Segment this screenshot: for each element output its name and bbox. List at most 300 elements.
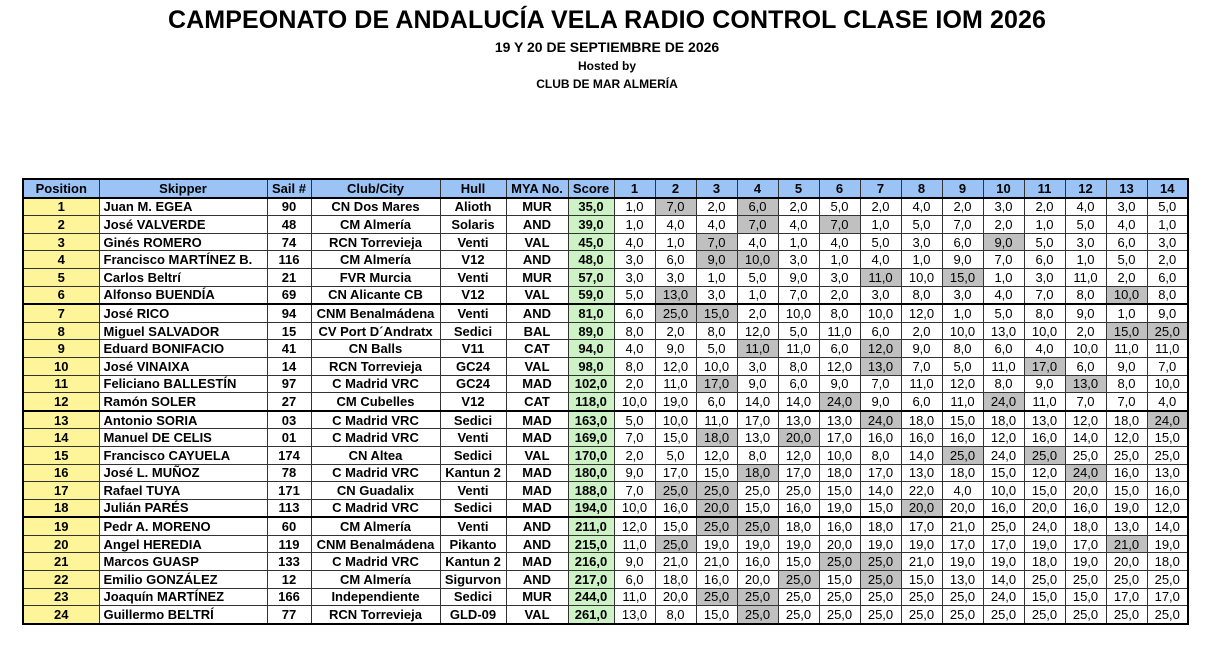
club-cell: CM Cubelles	[311, 393, 440, 411]
table-row	[23, 304, 1188, 322]
race-result: 19,0	[778, 535, 819, 553]
race-result: 4,0	[614, 233, 655, 251]
race-result: 15,0	[778, 553, 819, 571]
race-result-discarded: 25,0	[737, 588, 778, 606]
race-result: 2,0	[942, 198, 983, 216]
mya-cell: MUR	[506, 588, 568, 606]
race-result: 4,0	[1147, 393, 1188, 411]
race-result: 1,0	[1065, 251, 1106, 269]
race-result: 12,0	[1024, 464, 1065, 482]
skipper-cell: Feliciano BALLESTÍN	[99, 375, 267, 393]
race-result-discarded: 7,0	[819, 216, 860, 234]
position-cell: 6	[23, 286, 99, 304]
race-result: 3,0	[655, 268, 696, 286]
hull-cell: Sedici	[440, 322, 506, 340]
race-result-discarded: 25,0	[778, 571, 819, 589]
sail-number-cell: 133	[267, 553, 311, 571]
race-result: 2,0	[737, 304, 778, 322]
race-result: 25,0	[942, 588, 983, 606]
club-cell: C Madrid VRC	[311, 375, 440, 393]
race-result: 16,0	[1106, 464, 1147, 482]
position-cell: 5	[23, 268, 99, 286]
race-result: 1,0	[614, 198, 655, 216]
mya-cell: MAD	[506, 411, 568, 429]
hull-cell: V12	[440, 286, 506, 304]
race-result: 7,0	[1106, 393, 1147, 411]
sail-number-cell: 166	[267, 588, 311, 606]
race-result: 16,0	[819, 517, 860, 535]
position-cell: 10	[23, 357, 99, 375]
race-result: 25,0	[1065, 571, 1106, 589]
race-result: 6,0	[901, 393, 942, 411]
score-cell: 170,0	[568, 446, 614, 464]
race-result: 8,0	[737, 446, 778, 464]
table-row	[23, 375, 1188, 393]
score-cell: 180,0	[568, 464, 614, 482]
race-result: 9,0	[614, 553, 655, 571]
race-result: 12,0	[696, 446, 737, 464]
race-result: 12,0	[983, 429, 1024, 447]
sail-number-cell: 97	[267, 375, 311, 393]
column-header: Club/City	[311, 179, 440, 198]
position-cell: 14	[23, 429, 99, 447]
position-cell: 24	[23, 606, 99, 624]
club-cell: CN Balls	[311, 340, 440, 358]
race-result: 11,0	[1147, 340, 1188, 358]
sail-number-cell: 113	[267, 499, 311, 517]
race-result: 11,0	[696, 411, 737, 429]
sail-number-cell: 27	[267, 393, 311, 411]
mya-cell: MAD	[506, 499, 568, 517]
race-result: 11,0	[819, 322, 860, 340]
mya-cell: VAL	[506, 357, 568, 375]
race-result: 2,0	[614, 446, 655, 464]
race-result: 1,0	[819, 251, 860, 269]
position-cell: 13	[23, 411, 99, 429]
race-result: 2,0	[655, 322, 696, 340]
position-cell: 2	[23, 216, 99, 234]
hull-cell: Kantun 2	[440, 464, 506, 482]
race-result: 25,0	[1065, 606, 1106, 624]
race-result: 4,0	[1024, 340, 1065, 358]
race-result: 16,0	[1024, 429, 1065, 447]
race-result: 7,0	[901, 357, 942, 375]
hull-cell: Sedici	[440, 446, 506, 464]
race-result: 8,0	[696, 322, 737, 340]
race-result: 7,0	[778, 286, 819, 304]
race-result: 7,0	[614, 482, 655, 500]
hull-cell: Venti	[440, 304, 506, 322]
position-cell: 12	[23, 393, 99, 411]
race-result: 4,0	[901, 198, 942, 216]
score-cell: 35,0	[568, 198, 614, 216]
score-cell: 81,0	[568, 304, 614, 322]
race-result: 17,0	[860, 464, 901, 482]
position-cell: 20	[23, 535, 99, 553]
position-cell: 18	[23, 499, 99, 517]
race-result: 25,0	[819, 606, 860, 624]
position-cell: 22	[23, 571, 99, 589]
mya-cell: CAT	[506, 340, 568, 358]
position-cell: 16	[23, 464, 99, 482]
race-result: 18,0	[819, 464, 860, 482]
race-result: 25,0	[901, 588, 942, 606]
race-result: 8,0	[655, 606, 696, 624]
position-cell: 21	[23, 553, 99, 571]
club-cell: CM Almería	[311, 216, 440, 234]
race-result: 2,0	[860, 198, 901, 216]
race-result: 19,0	[819, 499, 860, 517]
race-result: 5,0	[942, 357, 983, 375]
race-result-discarded: 24,0	[1065, 464, 1106, 482]
mya-cell: MAD	[506, 482, 568, 500]
race-result: 6,0	[819, 340, 860, 358]
race-result: 10,0	[778, 304, 819, 322]
score-cell: 48,0	[568, 251, 614, 269]
race-result: 17,0	[737, 411, 778, 429]
race-result: 8,0	[942, 340, 983, 358]
mya-cell: MAD	[506, 553, 568, 571]
race-result: 14,0	[1147, 517, 1188, 535]
race-result: 10,0	[1065, 340, 1106, 358]
race-result: 6,0	[1147, 268, 1188, 286]
race-result: 15,0	[819, 571, 860, 589]
skipper-cell: Miguel SALVADOR	[99, 322, 267, 340]
host-club: CLUB DE MAR ALMERÍA	[536, 77, 678, 91]
race-result: 25,0	[860, 606, 901, 624]
race-result: 6,0	[983, 340, 1024, 358]
table-row	[23, 482, 1188, 500]
score-cell: 211,0	[568, 517, 614, 535]
race-result: 3,0	[614, 268, 655, 286]
race-result: 18,0	[942, 464, 983, 482]
race-result-discarded: 24,0	[819, 393, 860, 411]
race-result-discarded: 15,0	[696, 304, 737, 322]
sail-number-cell: 94	[267, 304, 311, 322]
skipper-cell: Alfonso BUENDÍA	[99, 286, 267, 304]
race-result: 9,0	[819, 375, 860, 393]
hull-cell: V12	[440, 251, 506, 269]
race-result: 3,0	[860, 286, 901, 304]
club-cell: C Madrid VRC	[311, 499, 440, 517]
race-result: 8,0	[614, 357, 655, 375]
column-header: 10	[983, 179, 1024, 198]
race-result: 3,0	[696, 286, 737, 304]
race-result: 1,0	[942, 304, 983, 322]
race-result: 5,0	[819, 198, 860, 216]
race-result: 1,0	[778, 233, 819, 251]
table-row	[23, 340, 1188, 358]
race-result: 10,0	[696, 357, 737, 375]
sail-number-cell: 01	[267, 429, 311, 447]
race-result: 6,0	[1106, 233, 1147, 251]
sail-number-cell: 171	[267, 482, 311, 500]
race-result: 15,0	[901, 571, 942, 589]
race-result-discarded: 12,0	[860, 340, 901, 358]
race-result: 19,0	[1147, 535, 1188, 553]
race-result: 1,0	[614, 216, 655, 234]
race-result-discarded: 25,0	[737, 517, 778, 535]
race-result: 24,0	[983, 446, 1024, 464]
race-result-discarded: 17,0	[1024, 357, 1065, 375]
race-result: 6,0	[614, 304, 655, 322]
race-result: 25,0	[983, 606, 1024, 624]
race-result-discarded: 13,0	[1065, 375, 1106, 393]
column-header: 7	[860, 179, 901, 198]
race-result: 25,0	[1106, 571, 1147, 589]
club-cell: RCN Torrevieja	[311, 606, 440, 624]
race-result: 24,0	[983, 588, 1024, 606]
club-cell: CN Altea	[311, 446, 440, 464]
race-result: 13,0	[942, 571, 983, 589]
column-header: 11	[1024, 179, 1065, 198]
race-result: 22,0	[901, 482, 942, 500]
race-result-discarded: 10,0	[737, 251, 778, 269]
column-header: 9	[942, 179, 983, 198]
race-result: 13,0	[1147, 464, 1188, 482]
column-header: Position	[23, 179, 99, 198]
race-result: 16,0	[778, 499, 819, 517]
mya-cell: VAL	[506, 606, 568, 624]
race-result: 11,0	[1024, 393, 1065, 411]
sail-number-cell: 74	[267, 233, 311, 251]
race-result: 20,0	[819, 535, 860, 553]
race-result: 14,0	[860, 482, 901, 500]
table-row	[23, 216, 1188, 234]
race-result: 13,0	[778, 411, 819, 429]
race-result: 9,0	[737, 375, 778, 393]
race-result: 9,0	[1106, 357, 1147, 375]
score-cell: 57,0	[568, 268, 614, 286]
race-result-discarded: 11,0	[860, 268, 901, 286]
race-result: 25,0	[983, 517, 1024, 535]
race-result: 25,0	[1147, 606, 1188, 624]
race-result: 19,0	[1024, 535, 1065, 553]
race-result: 16,0	[1065, 499, 1106, 517]
race-result: 3,0	[737, 357, 778, 375]
race-result: 17,0	[942, 535, 983, 553]
score-cell: 217,0	[568, 571, 614, 589]
score-cell: 89,0	[568, 322, 614, 340]
race-result: 25,0	[1147, 446, 1188, 464]
race-result: 3,0	[1024, 268, 1065, 286]
score-cell: 59,0	[568, 286, 614, 304]
race-result: 4,0	[655, 216, 696, 234]
race-result: 11,0	[983, 357, 1024, 375]
hull-cell: Alioth	[440, 198, 506, 216]
race-result: 4,0	[942, 482, 983, 500]
race-result-discarded: 7,0	[696, 233, 737, 251]
mya-cell: AND	[506, 517, 568, 535]
race-result: 21,0	[696, 553, 737, 571]
race-result: 12,0	[778, 446, 819, 464]
race-result-discarded: 25,0	[737, 606, 778, 624]
mya-cell: BAL	[506, 322, 568, 340]
sail-number-cell: 41	[267, 340, 311, 358]
race-result-discarded: 25,0	[655, 482, 696, 500]
race-result: 6,0	[942, 233, 983, 251]
race-result: 18,0	[1024, 553, 1065, 571]
table-row	[23, 233, 1188, 251]
race-result: 10,0	[983, 482, 1024, 500]
skipper-cell: Eduard BONIFACIO	[99, 340, 267, 358]
race-result: 18,0	[1106, 411, 1147, 429]
race-result: 9,0	[1024, 375, 1065, 393]
race-result-discarded: 7,0	[655, 198, 696, 216]
race-result: 4,0	[778, 216, 819, 234]
position-cell: 11	[23, 375, 99, 393]
hull-cell: Venti	[440, 268, 506, 286]
score-cell: 194,0	[568, 499, 614, 517]
race-result: 8,0	[614, 322, 655, 340]
mya-cell: CAT	[506, 393, 568, 411]
race-result: 11,0	[614, 588, 655, 606]
race-result: 5,0	[614, 286, 655, 304]
race-result: 17,0	[778, 464, 819, 482]
mya-cell: AND	[506, 251, 568, 269]
table-row	[23, 606, 1188, 624]
race-result: 5,0	[1106, 251, 1147, 269]
race-result: 5,0	[737, 268, 778, 286]
race-result-discarded: 15,0	[1106, 322, 1147, 340]
race-result: 2,0	[901, 322, 942, 340]
position-cell: 9	[23, 340, 99, 358]
race-result-discarded: 25,0	[1147, 322, 1188, 340]
race-result: 17,0	[819, 429, 860, 447]
race-result: 4,0	[1106, 216, 1147, 234]
race-result: 14,0	[1065, 429, 1106, 447]
race-result-discarded: 7,0	[737, 216, 778, 234]
race-result: 2,0	[1147, 251, 1188, 269]
race-result-discarded: 13,0	[655, 286, 696, 304]
sail-number-cell: 90	[267, 198, 311, 216]
hull-cell: Venti	[440, 233, 506, 251]
club-cell: FVR Murcia	[311, 268, 440, 286]
table-row	[23, 393, 1188, 411]
table-row	[23, 198, 1188, 216]
race-result: 25,0	[942, 606, 983, 624]
race-result: 18,0	[1147, 553, 1188, 571]
skipper-cell: Julián PARÉS	[99, 499, 267, 517]
table-row	[23, 446, 1188, 464]
race-result: 4,0	[983, 286, 1024, 304]
race-result: 4,0	[819, 233, 860, 251]
race-result: 18,0	[778, 517, 819, 535]
race-result: 13,0	[901, 464, 942, 482]
club-cell: CN Dos Mares	[311, 198, 440, 216]
race-result: 16,0	[737, 553, 778, 571]
skipper-cell: Carlos Beltrí	[99, 268, 267, 286]
table-row	[23, 464, 1188, 482]
score-cell: 45,0	[568, 233, 614, 251]
column-header: 13	[1106, 179, 1147, 198]
race-result: 18,0	[1065, 517, 1106, 535]
score-cell: 261,0	[568, 606, 614, 624]
race-result: 24,0	[1024, 517, 1065, 535]
race-result: 2,0	[1024, 198, 1065, 216]
race-result: 16,0	[655, 499, 696, 517]
race-result: 12,0	[1106, 429, 1147, 447]
sail-number-cell: 116	[267, 251, 311, 269]
race-result: 16,0	[901, 429, 942, 447]
race-result-discarded: 25,0	[860, 571, 901, 589]
race-result: 19,0	[1065, 553, 1106, 571]
position-cell: 15	[23, 446, 99, 464]
race-result: 18,0	[901, 411, 942, 429]
race-result: 10,0	[819, 446, 860, 464]
position-cell: 7	[23, 304, 99, 322]
page-title: CAMPEONATO DE ANDALUCÍA VELA RADIO CONTROL CLASE IOM 2026	[168, 6, 1046, 34]
race-result: 15,0	[819, 482, 860, 500]
mya-cell: AND	[506, 304, 568, 322]
club-cell: CM Almería	[311, 251, 440, 269]
club-cell: CM Almería	[311, 517, 440, 535]
race-result: 16,0	[1147, 482, 1188, 500]
skipper-cell: Francisco CAYUELA	[99, 446, 267, 464]
race-result: 1,0	[1106, 304, 1147, 322]
column-header: 6	[819, 179, 860, 198]
race-result: 5,0	[655, 446, 696, 464]
mya-cell: VAL	[506, 286, 568, 304]
column-header: Score	[568, 179, 614, 198]
hull-cell: V11	[440, 340, 506, 358]
race-result-discarded: 9,0	[696, 251, 737, 269]
race-result: 8,0	[1065, 286, 1106, 304]
race-result: 15,0	[860, 499, 901, 517]
race-result: 25,0	[1065, 446, 1106, 464]
race-result: 10,0	[614, 499, 655, 517]
race-result: 10,0	[614, 393, 655, 411]
sail-number-cell: 15	[267, 322, 311, 340]
table-row	[23, 286, 1188, 304]
hull-cell: Sedici	[440, 499, 506, 517]
table-row	[23, 357, 1188, 375]
race-result: 8,0	[819, 304, 860, 322]
hull-cell: Venti	[440, 517, 506, 535]
race-result: 19,0	[983, 553, 1024, 571]
race-result: 6,0	[1065, 357, 1106, 375]
mya-cell: MAD	[506, 464, 568, 482]
race-result: 5,0	[901, 216, 942, 234]
race-result-discarded: 24,0	[983, 393, 1024, 411]
mya-cell: AND	[506, 535, 568, 553]
sail-number-cell: 174	[267, 446, 311, 464]
race-result: 25,0	[1024, 606, 1065, 624]
race-result-discarded: 9,0	[983, 233, 1024, 251]
race-result: 14,0	[778, 393, 819, 411]
mya-cell: VAL	[506, 446, 568, 464]
club-cell: RCN Torrevieja	[311, 233, 440, 251]
race-result: 19,0	[901, 535, 942, 553]
race-result: 13,0	[737, 429, 778, 447]
club-cell: CN Alicante CB	[311, 286, 440, 304]
race-result: 15,0	[737, 499, 778, 517]
race-result-discarded: 25,0	[696, 482, 737, 500]
race-result: 7,0	[942, 216, 983, 234]
position-cell: 1	[23, 198, 99, 216]
club-cell: C Madrid VRC	[311, 553, 440, 571]
race-result: 15,0	[696, 464, 737, 482]
race-result: 12,0	[655, 357, 696, 375]
skipper-cell: Guillermo BELTRÍ	[99, 606, 267, 624]
race-result: 19,0	[737, 535, 778, 553]
race-result: 25,0	[778, 588, 819, 606]
club-cell: C Madrid VRC	[311, 464, 440, 482]
club-cell: CN Guadalix	[311, 482, 440, 500]
race-result: 10,0	[901, 268, 942, 286]
hull-cell: GLD-09	[440, 606, 506, 624]
race-result: 9,0	[860, 393, 901, 411]
